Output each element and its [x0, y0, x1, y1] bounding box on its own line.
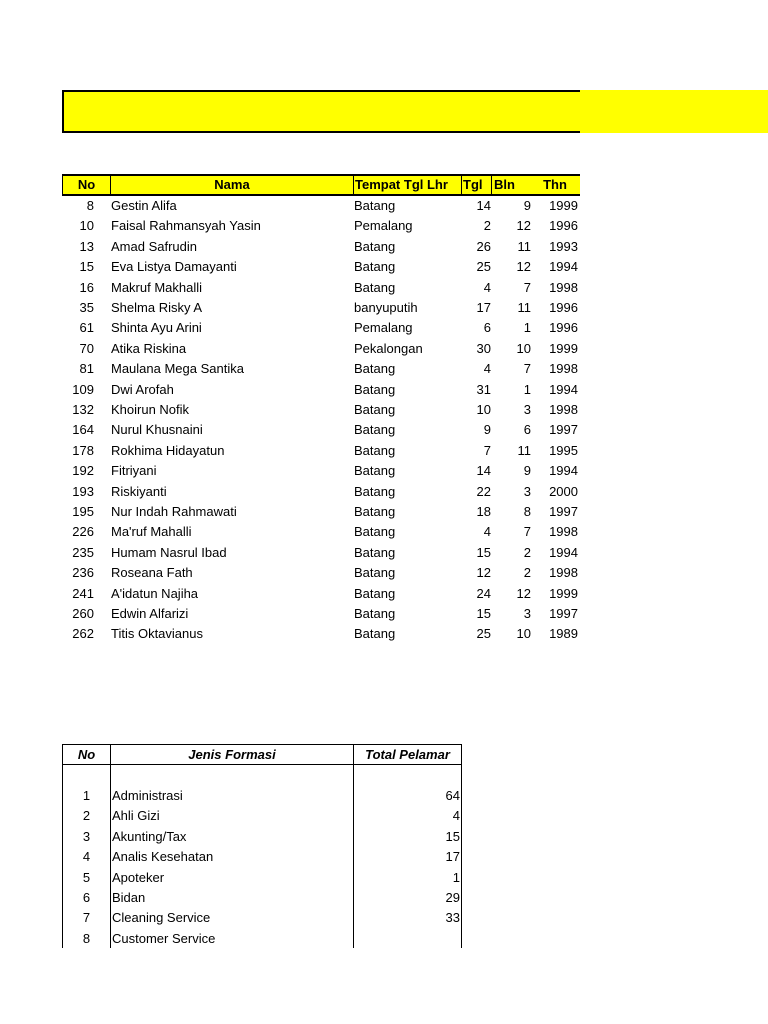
cell-bln: 12 — [516, 585, 531, 601]
header-nama: Nama — [110, 176, 353, 194]
cell-jenis-formasi: Apoteker — [112, 869, 165, 885]
header-jenis-formasi: Jenis Formasi — [188, 747, 276, 762]
table-row — [63, 908, 461, 928]
cell-nama: Faisal Rahmansyah Yasin — [111, 218, 261, 234]
cell-no: 195 — [72, 504, 94, 519]
cell-tempat: Batang — [354, 565, 396, 581]
cell-nama: Ma'ruf Mahalli — [111, 524, 192, 540]
cell-tgl: 4 — [483, 279, 491, 295]
cell-no: 109 — [72, 381, 94, 397]
cell-nama: Maulana Mega Santika — [111, 361, 244, 377]
cell-no: 10 — [79, 218, 94, 234]
cell-thn: 1994 — [549, 544, 578, 560]
cell-jenis-formasi: Ahli Gizi — [112, 808, 160, 824]
cell-jenis-formasi: Akunting/Tax — [112, 828, 187, 844]
cell-no: 226 — [72, 524, 94, 540]
cell-tgl: 25 — [476, 259, 491, 275]
cell-nama: Roseana Fath — [111, 565, 193, 581]
cell-bln: 12 — [516, 259, 531, 275]
table-row — [62, 461, 580, 481]
cell-nama: Khoirun Nofik — [111, 402, 190, 417]
cell-no: 8 — [82, 930, 91, 946]
cell-thn: 1999 — [549, 198, 578, 213]
cell-tgl: 7 — [483, 442, 491, 458]
cell-nama: Gestin Alifa — [111, 198, 177, 213]
cell-tempat: banyuputih — [354, 300, 418, 315]
header-bln: Bln — [491, 176, 531, 194]
cell-tempat: Batang — [354, 381, 396, 397]
cell-tempat: Batang — [354, 483, 396, 499]
cell-thn: 1994 — [549, 259, 578, 275]
cell-thn: 1993 — [549, 238, 578, 254]
cell-no: 8 — [86, 198, 94, 213]
cell-tgl: 26 — [476, 238, 491, 254]
cell-tgl: 15 — [476, 606, 491, 621]
cell-thn: 1998 — [549, 565, 578, 581]
cell-total-pelamar: 15 — [445, 828, 460, 844]
cell-bln: 7 — [523, 279, 531, 295]
cell-bln: 2 — [523, 565, 531, 581]
cell-bln: 12 — [516, 218, 531, 234]
table-row — [62, 522, 580, 542]
cell-no: 70 — [79, 340, 94, 356]
cell-total-pelamar: 29 — [445, 890, 460, 905]
header-tgl: Tgl — [461, 176, 491, 194]
cell-thn: 1994 — [549, 463, 578, 479]
cell-no: 13 — [79, 238, 94, 254]
cell-tgl: 22 — [476, 483, 491, 499]
table-row — [63, 929, 461, 949]
cell-bln: 3 — [523, 483, 531, 499]
cell-thn: 1998 — [549, 361, 578, 377]
header-thn: Thn — [543, 177, 567, 192]
cell-tempat: Batang — [354, 524, 396, 540]
cell-total-pelamar — [354, 929, 460, 949]
table-row — [62, 604, 580, 624]
cell-no: 81 — [79, 361, 94, 377]
cell-nama: Fitriyani — [111, 463, 157, 479]
cell-total-pelamar: 4 — [452, 808, 460, 824]
cell-total-pelamar: 1 — [452, 869, 460, 885]
cell-thn: 1998 — [549, 279, 578, 295]
header-total-pelamar: Total Pelamar — [365, 747, 450, 762]
cell-bln: 7 — [523, 361, 531, 377]
cell-bln: 10 — [516, 340, 531, 356]
cell-bln: 1 — [523, 381, 531, 397]
cell-no: 2 — [82, 808, 91, 824]
cell-tempat: Batang — [354, 463, 396, 479]
cell-bln: 10 — [516, 626, 531, 642]
cell-no: 3 — [82, 828, 91, 844]
cell-nama: Titis Oktavianus — [111, 626, 203, 642]
cell-thn: 1996 — [549, 320, 578, 336]
cell-no: 132 — [72, 402, 94, 417]
cell-thn: 2000 — [549, 483, 578, 499]
cell-nama: Makruf Makhalli — [111, 279, 203, 295]
cell-thn: 1996 — [549, 300, 578, 315]
cell-tgl: 15 — [476, 544, 491, 560]
cell-tempat: Batang — [354, 626, 396, 642]
table-row — [62, 216, 580, 236]
cell-no: 5 — [82, 869, 91, 885]
cell-thn: 1997 — [549, 504, 578, 519]
cell-tempat: Batang — [354, 238, 396, 254]
cell-thn: 1994 — [549, 381, 578, 397]
cell-tempat: Batang — [354, 279, 396, 295]
cell-total-pelamar: 64 — [445, 788, 460, 803]
table-row — [62, 420, 580, 440]
cell-no: 241 — [72, 585, 94, 601]
cell-tgl: 18 — [476, 504, 491, 519]
table-row — [62, 543, 580, 563]
cell-tempat: Batang — [354, 198, 396, 213]
cell-no: 35 — [79, 300, 94, 315]
table-row — [62, 482, 580, 502]
cell-bln: 11 — [517, 442, 531, 458]
cell-no: 6 — [82, 890, 91, 905]
cell-thn: 1989 — [549, 626, 578, 642]
table-row — [62, 359, 580, 379]
title-banner-border — [62, 90, 580, 133]
cell-total-pelamar: 33 — [445, 910, 460, 926]
cell-nama: Rokhima Hidayatun — [111, 442, 225, 458]
cell-bln: 11 — [517, 238, 531, 254]
formasi-table-header — [63, 744, 461, 765]
cell-nama: Shinta Ayu Arini — [111, 320, 202, 336]
cell-bln: 6 — [523, 422, 531, 438]
cell-tempat: Batang — [354, 259, 396, 275]
cell-no: 262 — [72, 626, 94, 642]
cell-tempat: Batang — [354, 544, 396, 560]
table-row — [63, 888, 461, 908]
cell-tgl: 31 — [476, 381, 491, 397]
cell-tgl: 4 — [483, 524, 491, 540]
table-row — [62, 624, 580, 644]
cell-tgl: 4 — [483, 361, 491, 377]
table-row — [62, 400, 580, 420]
header-no: No — [77, 747, 96, 762]
cell-tgl: 30 — [476, 340, 491, 356]
cell-tempat: Pekalongan — [354, 340, 423, 356]
cell-thn: 1998 — [549, 402, 578, 417]
cell-thn: 1999 — [549, 585, 578, 601]
cell-no: 192 — [72, 463, 94, 479]
header-no: No — [77, 177, 96, 192]
cell-jenis-formasi: Bidan — [112, 890, 146, 905]
cell-tgl: 17 — [476, 300, 491, 315]
cell-no: 15 — [79, 259, 94, 275]
cell-no: 235 — [72, 544, 94, 560]
cell-thn: 1997 — [549, 606, 578, 621]
cell-nama: Riskiyanti — [111, 483, 167, 499]
table-row — [63, 806, 461, 826]
cell-bln: 9 — [523, 463, 531, 479]
cell-bln: 2 — [523, 544, 531, 560]
applicant-table-header — [62, 174, 580, 196]
formasi-table — [62, 744, 462, 948]
cell-bln: 9 — [523, 198, 531, 213]
table-row — [62, 502, 580, 522]
table-row — [62, 278, 580, 298]
cell-tempat: Batang — [354, 442, 396, 458]
table-row — [62, 339, 580, 359]
cell-thn: 1997 — [549, 422, 578, 438]
table-row — [62, 257, 580, 277]
cell-jenis-formasi: Analis Kesehatan — [112, 849, 214, 865]
cell-bln: 1 — [523, 320, 531, 336]
table-row — [62, 196, 580, 216]
cell-nama: Atika Riskina — [111, 340, 187, 356]
cell-tgl: 14 — [476, 463, 491, 479]
cell-tempat: Pemalang — [354, 218, 413, 234]
cell-jenis-formasi: Cleaning Service — [112, 910, 211, 926]
cell-bln: 3 — [523, 606, 531, 621]
cell-tempat: Batang — [354, 504, 396, 519]
cell-nama: Nurul Khusnaini — [111, 422, 203, 438]
cell-tgl: 12 — [476, 565, 491, 581]
table-row — [62, 298, 580, 318]
cell-nama: Edwin Alfarizi — [111, 606, 189, 621]
cell-tgl: 9 — [483, 422, 491, 438]
cell-no: 4 — [82, 849, 91, 865]
table-row — [63, 847, 461, 867]
cell-nama: Shelma Risky A — [111, 300, 203, 315]
cell-no: 1 — [82, 788, 91, 803]
cell-no: 178 — [72, 442, 94, 458]
cell-no: 236 — [72, 565, 94, 581]
cell-total-pelamar: 17 — [445, 849, 460, 865]
cell-no: 164 — [72, 422, 94, 438]
cell-tgl: 2 — [483, 218, 491, 234]
cell-tempat: Batang — [354, 422, 396, 438]
cell-nama: Nur Indah Rahmawati — [111, 504, 237, 519]
table-row — [63, 786, 461, 806]
cell-tempat: Pemalang — [354, 320, 413, 336]
cell-nama: A'idatun Najiha — [111, 585, 199, 601]
cell-tgl: 25 — [476, 626, 491, 642]
cell-tgl: 14 — [476, 198, 491, 213]
cell-no: 16 — [79, 279, 94, 295]
cell-bln: 11 — [517, 300, 531, 315]
cell-thn: 1996 — [549, 218, 578, 234]
table-row — [62, 563, 580, 583]
cell-nama: Eva Listya Damayanti — [111, 259, 237, 275]
cell-bln: 3 — [523, 402, 531, 417]
cell-tempat: Batang — [354, 402, 396, 417]
cell-no: 193 — [72, 483, 94, 499]
table-row — [62, 318, 580, 338]
cell-bln: 8 — [523, 504, 531, 519]
cell-thn: 1999 — [549, 340, 578, 356]
table-row — [62, 380, 580, 400]
table-row — [63, 868, 461, 888]
cell-nama: Dwi Arofah — [111, 381, 174, 397]
cell-tempat: Batang — [354, 585, 396, 601]
cell-jenis-formasi: Customer Service — [112, 930, 216, 946]
cell-nama: Humam Nasrul Ibad — [111, 544, 227, 560]
cell-tgl: 10 — [476, 402, 491, 417]
cell-no: 61 — [79, 320, 94, 336]
header-tempat: Tempat Tgl Lhr — [353, 176, 461, 194]
table-row — [62, 584, 580, 604]
cell-thn: 1995 — [549, 442, 578, 458]
cell-jenis-formasi: Administrasi — [112, 788, 183, 803]
cell-tempat: Batang — [354, 361, 396, 377]
cell-tempat: Batang — [354, 606, 396, 621]
cell-no: 7 — [82, 910, 91, 926]
cell-thn: 1998 — [549, 524, 578, 540]
table-row — [63, 827, 461, 847]
cell-bln: 7 — [523, 524, 531, 540]
cell-nama: Amad Safrudin — [111, 238, 197, 254]
cell-no: 260 — [72, 606, 94, 621]
table-row — [62, 441, 580, 461]
cell-tgl: 6 — [483, 320, 491, 336]
table-row — [62, 237, 580, 257]
cell-tgl: 24 — [476, 585, 491, 601]
